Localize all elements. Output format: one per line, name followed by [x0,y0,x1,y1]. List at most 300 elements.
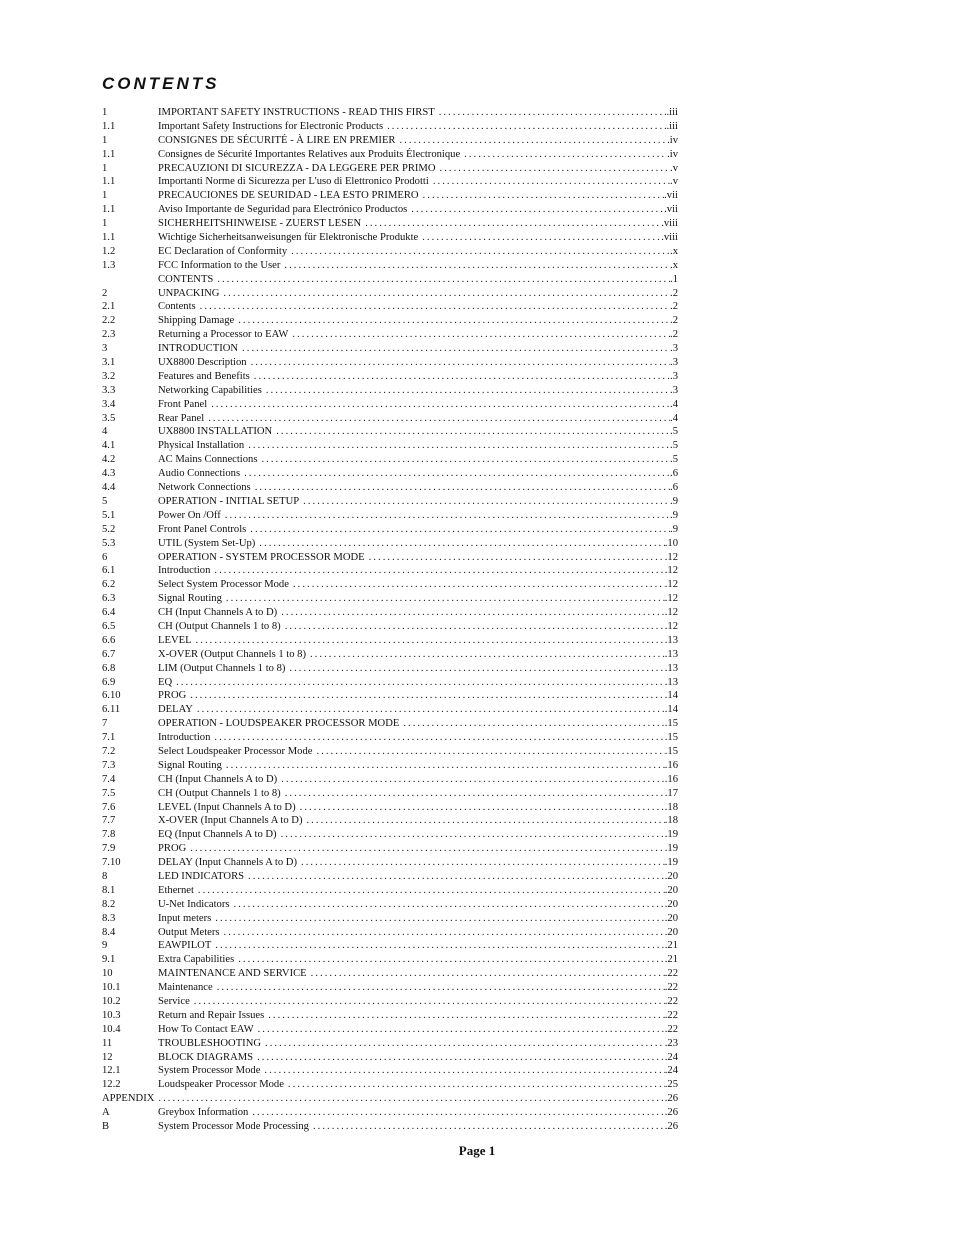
toc-dot-leader [306,814,664,828]
toc-section-title: INTRODUCTION [158,343,239,355]
toc-section-title: OPERATION - INITIAL SETUP [158,495,300,507]
toc-page-number: .18 [664,815,678,827]
toc-page-number: .10 [664,537,678,549]
toc-entry [102,439,678,453]
toc-entry [102,634,678,648]
toc-section-number: 2.2 [102,315,116,327]
toc-entry [102,106,678,120]
toc-section-number: 1 [102,134,108,146]
toc-dot-leader [300,801,665,815]
toc-line [158,148,678,162]
toc-section-title: CH (Output Channels 1 to 8) [158,620,281,632]
toc-dot-leader [248,439,670,453]
toc-page-number: .22 [664,1009,678,1021]
toc-section-number: 3.5 [102,412,116,424]
toc-section-title: APPENDIX [102,1093,155,1105]
toc-page-number: .3 [670,343,678,355]
toc-entry [102,995,678,1009]
toc-page-number: .22 [664,968,678,980]
toc-section-title: Front Panel Controls [158,523,247,535]
toc-section-number: 1.1 [102,148,116,160]
toc-page-number: .2 [670,315,678,327]
toc-dot-leader [268,1009,665,1023]
toc-section-title: Power On /Off [158,509,221,521]
toc-dot-leader [261,453,670,467]
toc-section-number: 1.1 [102,232,116,244]
toc-dot-leader [387,120,666,134]
toc-page-number: .20 [664,870,678,882]
toc-section-number: 2.1 [102,301,116,313]
toc-section-title: EC Declaration of Conformity [158,245,288,257]
toc-section-number: 3.2 [102,370,116,382]
toc-dot-leader [285,787,665,801]
toc-dot-leader [303,495,670,509]
toc-section-number: 6.8 [102,662,116,674]
toc-section-number: 1.1 [102,120,116,132]
toc-section-number: 3.1 [102,357,116,369]
toc-entry [102,578,678,592]
toc-line [158,870,678,884]
toc-entry [102,356,678,370]
toc-section-title: UX8800 INSTALLATION [158,426,273,438]
toc-dot-leader [293,578,665,592]
toc-section-title: Shipping Damage [158,315,235,327]
toc-line [158,1078,678,1092]
toc-section-title: UNPACKING [158,287,220,299]
toc-page-number: .6 [670,482,678,494]
toc-line [158,787,678,801]
toc-dot-leader [313,1120,665,1134]
toc-section-title: Introduction [158,565,211,577]
toc-page-number: .13 [664,662,678,674]
toc-page-number: .21 [664,940,678,952]
toc-line [158,689,678,703]
toc-entry [102,870,678,884]
toc-dot-leader [411,203,664,217]
toc-dot-leader [292,328,670,342]
toc-line [158,384,678,398]
toc-entry [102,1120,678,1134]
toc-line [158,467,678,481]
toc-entry [102,620,678,634]
toc-entry [102,564,678,578]
toc-entry [102,1064,678,1078]
toc-page-number: .12 [664,551,678,563]
toc-entry [102,981,678,995]
toc-entry [102,1051,678,1065]
toc-dot-leader [255,481,670,495]
toc-dot-leader [252,1106,664,1120]
toc-line [158,578,678,592]
toc-dot-leader [215,939,664,953]
toc-section-number: 3.3 [102,384,116,396]
toc-page-number: .3 [670,384,678,396]
toc-dot-leader [250,523,670,537]
toc-dot-leader [464,148,667,162]
toc-entry [102,217,678,231]
toc-line [158,481,678,495]
toc-section-number: 6.7 [102,648,116,660]
toc-line [158,356,678,370]
toc-entry [102,759,678,773]
toc-line [158,814,678,828]
toc-page-number: .12 [664,593,678,605]
toc-section-title: FCC Information to the User [158,259,281,271]
toc-page-number: .2 [670,329,678,341]
toc-section-number: 6.11 [102,704,121,716]
toc-dot-leader [276,425,670,439]
toc-line [158,1037,678,1051]
toc-dot-leader [281,606,665,620]
toc-page-number: .16 [664,759,678,771]
toc-section-title: Rear Panel [158,412,205,424]
toc-line [158,328,678,342]
toc-page-number: .26 [664,1093,678,1105]
toc-section-number: 1.1 [102,204,116,216]
toc-page-number: .20 [664,898,678,910]
toc-dot-leader [257,1051,665,1065]
toc-section-title: Return and Repair Issues [158,1009,265,1021]
toc-section-number: 12.2 [102,1079,121,1091]
toc-entry [102,648,678,662]
toc-page-number: .20 [664,912,678,924]
toc-page-number: .5 [670,440,678,452]
toc-dot-leader [238,953,665,967]
toc-section-title: X-OVER (Output Channels 1 to 8) [158,648,307,660]
toc-section-title: CONSIGNES DE SÉCURITÉ - À LIRE EN PREMIER [158,134,396,146]
toc-entry [102,856,678,870]
toc-line [158,564,678,578]
toc-dot-leader [214,564,664,578]
toc-dot-leader [196,634,665,648]
toc-line [158,676,678,690]
toc-page-number: .6 [670,468,678,480]
toc-dot-leader [208,412,670,426]
toc-section-title: Important Safety Instructions for Electronic Products [158,120,384,132]
toc-entry [102,1009,678,1023]
toc-section-number: 10.3 [102,1009,121,1021]
toc-page-number: .12 [664,579,678,591]
toc-page-number: .12 [664,565,678,577]
toc-section-number: A [102,1107,110,1119]
toc-page-number: .16 [664,773,678,785]
toc-section-number: 1.1 [102,176,116,188]
toc-line [158,106,678,120]
toc-section-number: 4.2 [102,454,116,466]
toc-page-number: .x [670,259,678,271]
toc-line [158,495,678,509]
toc-page-number: .v [670,162,678,174]
toc-line [158,162,678,176]
toc-dot-leader [233,898,664,912]
toc-dot-leader [226,592,665,606]
toc-section-title: Returning a Processor to EAW [158,329,289,341]
toc-line [158,1120,678,1134]
toc-section-number: 6.9 [102,676,116,688]
toc-dot-leader [440,162,671,176]
toc-section-number: 5.1 [102,509,116,521]
toc-entry [102,120,678,134]
toc-section-title: Extra Capabilities [158,954,235,966]
toc-dot-leader [254,370,670,384]
toc-section-number: 6.2 [102,579,116,591]
toc-page-number: .19 [664,843,678,855]
toc-line [158,203,678,217]
toc-entry [102,425,678,439]
toc-dot-leader [217,981,665,995]
toc-dot-leader [365,217,661,231]
toc-section-number: 8.3 [102,912,116,924]
toc-section-title: Signal Routing [158,593,222,605]
toc-section-number: 10.1 [102,982,121,994]
toc-section-title: MAINTENANCE AND SERVICE [158,968,307,980]
toc-page-number: .12 [664,620,678,632]
toc-entry [102,342,678,356]
toc-section-title: How To Contact EAW [158,1023,254,1035]
toc-line [158,939,678,953]
toc-section-title: CH (Input Channels A to D) [158,773,278,785]
toc-section-number: 4.1 [102,440,116,452]
toc-section-title: Audio Connections [158,468,241,480]
toc-entry [102,1023,678,1037]
toc-entry [102,495,678,509]
toc-section-number: 10.4 [102,1023,121,1035]
toc-section-title: Ethernet [158,884,194,896]
toc-page-number: .13 [664,634,678,646]
toc-entry [102,481,678,495]
toc-dot-leader [423,189,665,203]
toc-entry [102,509,678,523]
toc-page-number: .3 [670,357,678,369]
toc-dot-leader [244,467,670,481]
toc-section-title: Aviso Importante de Seguridad para Electrónico Productos [158,204,408,216]
toc-section-number: 3 [102,343,108,355]
toc-dot-leader [198,884,665,898]
toc-page-number: .26 [664,1107,678,1119]
toc-entry [102,731,678,745]
toc-page-number: .iii [666,120,678,132]
toc-line [158,231,678,245]
toc-line [158,523,678,537]
toc-line [158,759,678,773]
toc-section-title: IMPORTANT SAFETY INSTRUCTIONS - READ THIS FIRST [158,107,435,118]
toc-section-title: LEVEL (Input Channels A to D) [158,801,296,813]
toc-section-number: 2 [102,287,108,299]
toc-dot-leader [422,231,661,245]
page-number: Page 1 [458,1143,496,1158]
toc-page-number: .13 [664,648,678,660]
toc-page-number: .5 [670,454,678,466]
toc-dot-leader [259,537,664,551]
toc-page-number: .22 [664,982,678,994]
toc-page-number: .25 [664,1079,678,1091]
toc-section-title: BLOCK DIAGRAMS [158,1051,254,1063]
toc-dot-leader [242,342,670,356]
toc-page-number: .15 [664,732,678,744]
toc-section-number: 7.10 [102,857,121,869]
toc-page-number: .vii [664,204,678,216]
toc-line [158,453,678,467]
toc-dot-leader [310,648,665,662]
toc-section-title: Importanti Norme di Sicurezza per L'uso di Elettronico Prodotti [158,176,429,188]
toc-entry [102,328,678,342]
toc-page-number: .2 [670,287,678,299]
toc-line [158,412,678,426]
toc-entry [102,412,678,426]
toc-line [158,425,678,439]
toc-section-title: UTIL (System Set-Up) [158,537,256,549]
toc-page-number: .iv [667,134,678,146]
toc-section-number: 8.1 [102,884,116,896]
toc-dot-leader [288,1078,665,1092]
toc-line [158,551,678,565]
toc-section-number: 7.8 [102,829,116,841]
toc-section-number: 10 [102,968,113,980]
toc-section-number: 7 [102,718,108,730]
toc-page-number: .9 [670,509,678,521]
toc-section-number: 6.4 [102,607,116,619]
toc-line [158,828,678,842]
toc-section-title: Wichtige Sicherheitsanweisungen für Elektronische Produkte [158,232,419,244]
toc-section-title: EQ (Input Channels A to D) [158,829,277,841]
toc-section-number: 10.2 [102,996,121,1007]
toc-dot-leader [311,967,665,981]
toc-section-title: Select Loudspeaker Processor Mode [158,745,313,757]
toc-dot-leader [266,384,670,398]
toc-page-number: .20 [664,884,678,896]
toc-line [158,273,678,287]
toc-dot-leader [238,314,670,328]
toc-section-title: Select System Processor Mode [158,579,289,591]
toc-section-title: Contents [158,301,196,313]
toc-entry [102,162,678,176]
page-title: CONTENTS [102,74,220,93]
toc-entry [102,773,678,787]
toc-page-number: .18 [664,801,678,813]
toc-entry [102,662,678,676]
toc-section-title: CH (Output Channels 1 to 8) [158,787,281,799]
toc-dot-leader [281,773,665,787]
toc-section-title: EAWPILOT [158,940,212,952]
toc-line [158,259,678,273]
toc-dot-leader [281,828,665,842]
toc-section-title: AC Mains Connections [158,454,258,466]
toc-page-number: .3 [670,370,678,382]
toc-page-number: .26 [664,1121,678,1133]
toc-dot-leader [200,300,670,314]
toc-dot-leader [289,662,664,676]
toc-section-number: 1.2 [102,245,116,257]
toc-section-title: PROG [158,690,187,702]
toc-line [158,1106,678,1120]
toc-section-number: 2.3 [102,329,116,341]
toc-page-number: .19 [664,829,678,841]
toc-line [158,926,678,940]
toc-section-title: DELAY (Input Channels A to D) [158,857,297,869]
toc-section-title: LIM (Output Channels 1 to 8) [158,662,286,674]
toc-line [158,842,678,856]
toc-dot-leader [403,717,664,731]
toc-page-number: .15 [664,745,678,757]
toc-section-number: 7.1 [102,732,116,744]
toc-entry [102,939,678,953]
toc-section-title: LED INDICATORS [158,870,245,882]
toc-line [158,648,678,662]
toc-section-number: 8 [102,870,108,882]
toc-line [158,1064,678,1078]
toc-line [158,662,678,676]
toc-section-number: 5.2 [102,523,116,535]
toc-page-number: .4 [670,398,678,410]
toc-dot-leader [265,1037,665,1051]
toc-line [158,634,678,648]
toc-section-number: 8.4 [102,926,116,938]
toc-entry [102,1037,678,1051]
toc-dot-leader [194,995,665,1009]
toc-line [158,1023,678,1037]
toc-line [158,370,678,384]
toc-entry [102,537,678,551]
toc-entry [102,287,678,301]
toc-entry [102,703,678,717]
toc-dot-leader [214,731,664,745]
toc-entry [102,717,678,731]
toc-line [158,717,678,731]
toc-section-title: Consignes de Sécurité Importantes Relatives aux Produits Électronique [158,148,461,160]
toc-dot-leader [176,676,665,690]
toc-page-number: .17 [664,787,678,799]
toc-section-title: LEVEL [158,634,192,646]
toc-page-number: .4 [670,412,678,424]
toc-dot-leader [197,703,665,717]
toc-section-number: 8.2 [102,898,116,910]
toc-dot-leader [190,842,664,856]
toc-page-number: .13 [664,676,678,688]
toc-entry [102,967,678,981]
toc-section-number: 7.4 [102,773,116,785]
toc-section-title: CONTENTS [158,273,214,285]
toc-section-number: 6.5 [102,620,116,632]
toc-line [158,592,678,606]
toc-dot-leader [217,273,670,287]
toc-entry [102,884,678,898]
toc-entry [102,828,678,842]
toc-entry [102,1092,678,1106]
toc-entry [102,245,678,259]
toc-section-title: X-OVER (Input Channels A to D) [158,815,303,827]
toc-page-number: .vii [664,190,678,202]
toc-section-title: OPERATION - SYSTEM PROCESSOR MODE [158,551,365,563]
toc-line [158,120,678,134]
toc-dot-leader [439,106,667,120]
toc-entry [102,898,678,912]
toc-page-number: .22 [664,996,678,1007]
toc-page-number: .5 [670,426,678,438]
toc-page-number: .v [670,176,678,188]
toc-entry [102,592,678,606]
toc-page-number: .24 [664,1065,678,1077]
toc-dot-leader [291,245,670,259]
toc-line [158,1009,678,1023]
toc-section-number: 1 [102,190,108,202]
toc-entry [102,676,678,690]
toc-section-number: 6.6 [102,634,116,646]
toc-section-number: 6.10 [102,690,121,702]
toc-page-number: .12 [664,607,678,619]
toc-entry [102,1078,678,1092]
toc-section-number: 9 [102,940,108,952]
toc-section-number: 7.6 [102,801,116,813]
